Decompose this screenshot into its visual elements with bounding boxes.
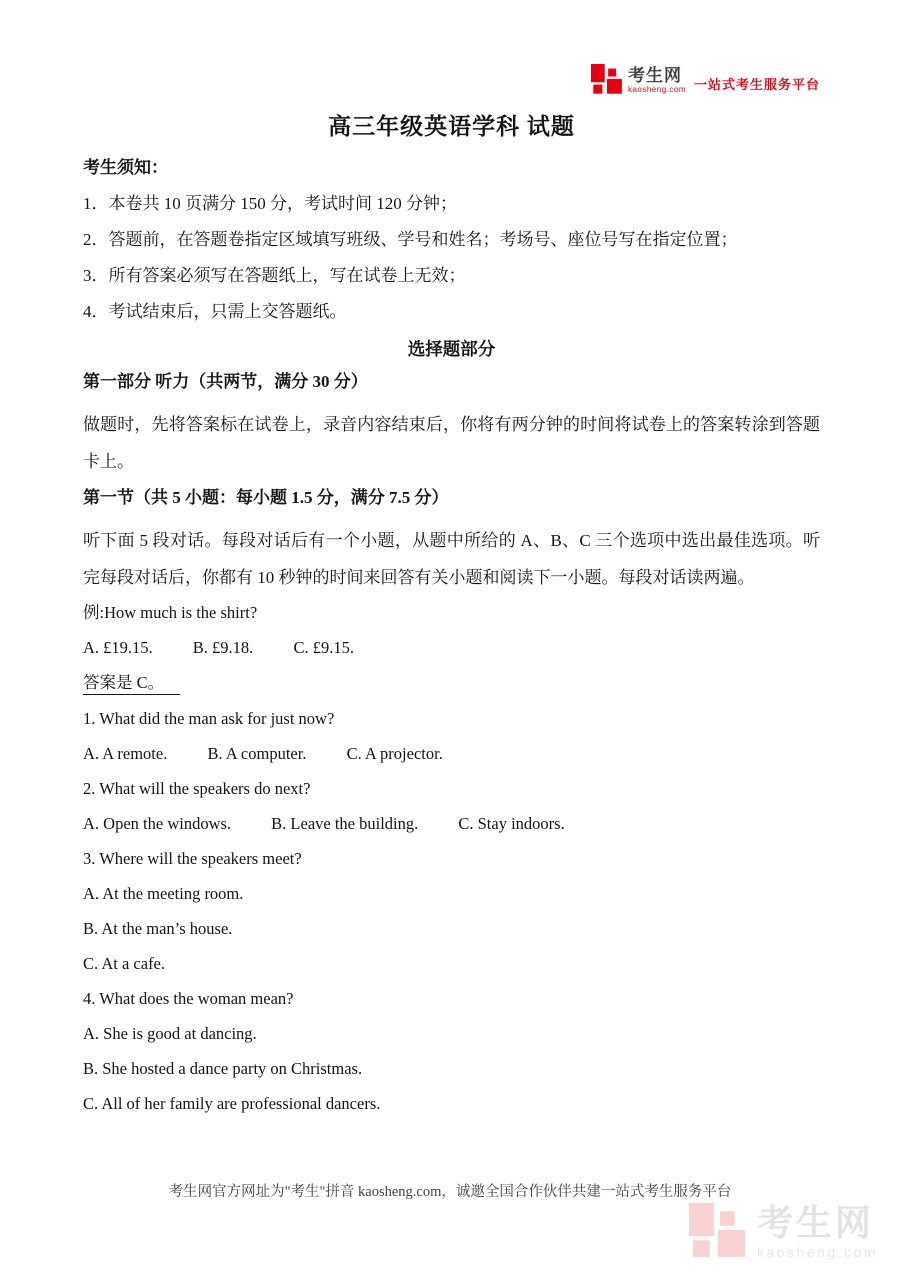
choice-section-heading: 选择题部分 <box>407 339 496 359</box>
example-question: 例:How much is the shirt? <box>83 603 258 622</box>
question-3: 3. Where will the speakers meet? <box>83 849 302 868</box>
question-4-option-b: B. She hosted a dance party on Christmas. <box>83 1059 363 1078</box>
question-4-option-c: C. All of her family are professional dancers. <box>83 1094 381 1113</box>
watermark-name: 考生网 <box>756 1202 874 1243</box>
notice-item-4: 4．考试结束后，只需上交答题纸。 <box>83 302 347 321</box>
question-3-option-b: B. At the man’s house. <box>83 919 233 938</box>
watermark-text <box>756 1202 878 1260</box>
page-title: 高三年级英语学科 试题 <box>328 114 575 139</box>
example-option-b: B. £9.18. <box>192 638 254 657</box>
example-answer-line <box>83 672 820 695</box>
question-1-option-b: B. A computer. <box>207 744 307 763</box>
question-4: 4. What does the woman mean? <box>83 989 294 1008</box>
question-1: 1. What did the man ask for just now? <box>83 709 335 728</box>
brand-tagline: 一站式考生服务平台 <box>693 77 820 92</box>
example-answer: 答案是 C。 <box>83 672 180 695</box>
question-2: 2. What will the speakers do next? <box>83 779 311 798</box>
question-2-option-a: A. Open the windows. <box>83 814 232 833</box>
part1-section1-heading: 第一节（共 5 小题：每小题 1.5 分，满分 7.5 分） <box>83 488 449 507</box>
notice-item-3: 3．所有答案必须写在答题纸上，写在试卷上无效； <box>83 266 466 285</box>
example-option-c: C. £9.15. <box>293 638 354 657</box>
notice-item-1: 1．本卷共 10 页满分 150 分，考试时间 120 分钟； <box>83 194 457 213</box>
kaosheng-logo <box>591 64 820 96</box>
brand-name: 考生网 <box>627 65 682 85</box>
part1-heading: 第一部分 听力（共两节，满分 30 分） <box>83 372 368 391</box>
question-1-options <box>83 743 820 765</box>
question-3-option-c: C. At a cafe. <box>83 954 166 973</box>
question-2-option-b: B. Leave the building. <box>271 814 419 833</box>
kaosheng-logo-icon <box>591 64 623 96</box>
question-4-option-a: A. She is good at dancing. <box>83 1024 257 1043</box>
notice-item-2: 2．答题前，在答题卷指定区域填写班级、学号和姓名；考场号、座位号写在指定位置； <box>83 230 738 249</box>
part1-section1-intro: 听下面 5 段对话。每段对话后有一个小题，从题中所给的 A、B、C 三个选项中选出最佳选项。听完每段对话后，你都有 10 秒钟的时间来回答有关小题和阅读下一小题。每段对话读两遍。 <box>83 531 820 587</box>
example-option-a: A. £19.15. <box>83 638 153 657</box>
question-1-option-a: A. A remote. <box>83 744 168 763</box>
kaosheng-watermark-icon <box>689 1203 747 1261</box>
question-1-option-c: C. A projector. <box>346 744 443 763</box>
question-2-options <box>83 813 820 835</box>
question-2-option-c: C. Stay indoors. <box>458 814 565 833</box>
kaosheng-watermark <box>689 1203 878 1261</box>
part1-intro: 做题时，先将答案标在试卷上，录音内容结束后，你将有两分钟的时间将试卷上的答案转涂到答题卡上。 <box>83 415 820 471</box>
notice-heading: 考生须知： <box>83 158 168 177</box>
watermark-domain: kaosheng.com <box>756 1244 878 1260</box>
brand-text <box>628 67 686 94</box>
question-3-option-a: A. At the meeting room. <box>83 884 244 903</box>
brand-domain: kaosheng.com <box>627 84 686 94</box>
footer-text: 考生网官方网址为"考生"拼音 kaosheng.com，诚邀全国合作伙伴共建一站式考生服务平台 <box>168 1184 732 1200</box>
example-options <box>83 637 820 659</box>
